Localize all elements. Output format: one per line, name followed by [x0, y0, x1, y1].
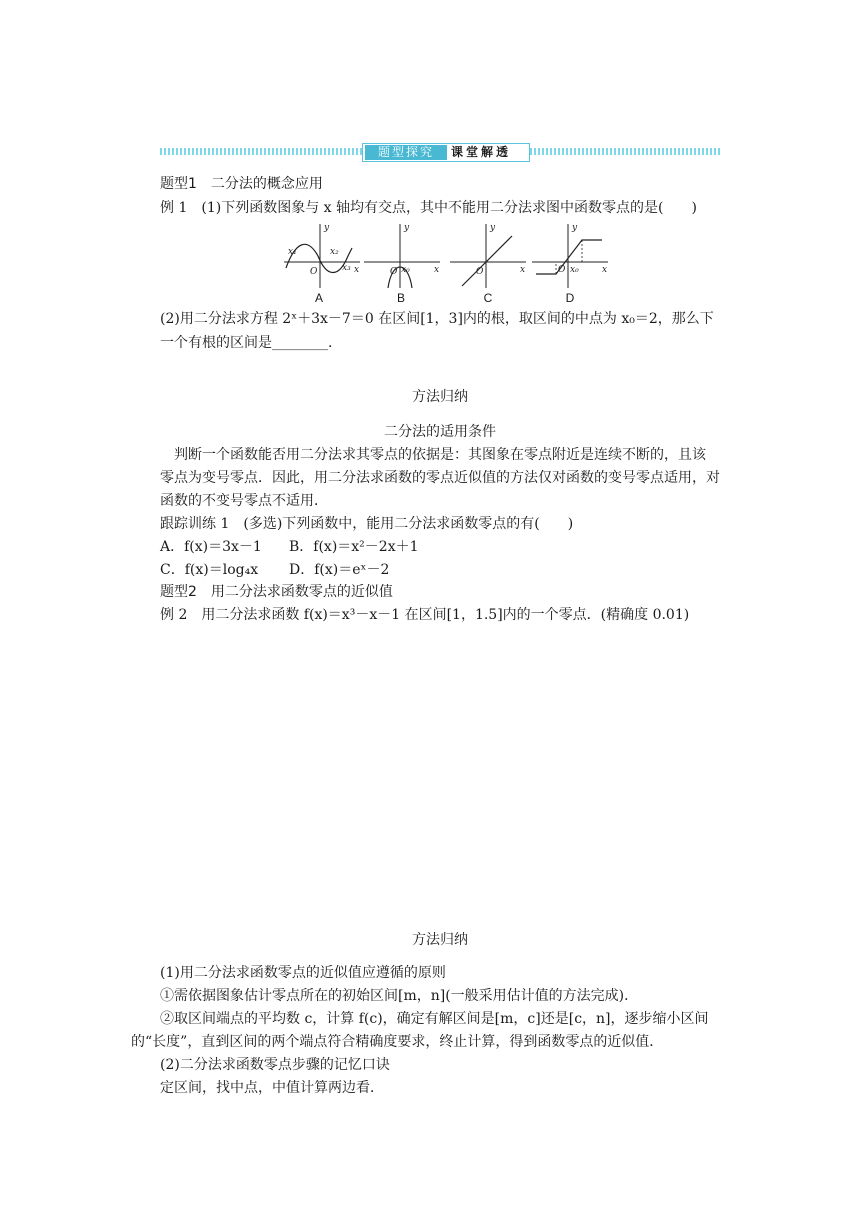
method1-title: 方法归纳 [412, 389, 468, 405]
svg-text:x₃: x₃ [342, 263, 351, 273]
method1-subtitle: 二分法的适用条件 [384, 424, 496, 440]
svg-text:y: y [404, 223, 410, 233]
section-banner [362, 143, 530, 162]
method2-line: ②取区间端点的平均数 c，计算 f(c)，确定有解区间是[m，c]还是[c，n]，逐步缩小区间 [160, 1011, 709, 1027]
svg-text:x: x [354, 265, 360, 275]
svg-text:x₀: x₀ [401, 265, 410, 275]
graph-option-b [362, 220, 442, 290]
graph-label-b: B [396, 291, 405, 305]
graph-label-a: A [314, 291, 323, 305]
training1-option-d: D．f(x)＝eˣ－2 [289, 562, 390, 578]
method1-line: 零点为变号零点．因此，用二分法求函数的零点近似值的方法仅对函数的变号零点适用，对 [160, 470, 720, 486]
method2-line: (2)二分法求函数零点步骤的记忆口诀 [160, 1057, 390, 1073]
training1-option-a: A．f(x)＝3x－1 [160, 539, 262, 555]
svg-text:O: O [476, 267, 484, 277]
svg-text:x₁: x₁ [288, 247, 297, 257]
svg-text:x: x [602, 265, 608, 275]
example1-question: 例 1 (1)下列函数图象与 x 轴均有交点，其中不能用二分法求图中函数零点的是( ) [160, 200, 697, 216]
graph-option-a [282, 220, 362, 290]
graph-label-c: C [483, 291, 493, 305]
training1-option-c: C．f(x)＝log₄x [160, 562, 259, 578]
method2-title: 方法归纳 [412, 932, 468, 948]
svg-text:x: x [434, 265, 440, 275]
svg-text:O: O [390, 267, 398, 277]
banner-tag: 题型探究 [365, 145, 447, 160]
method2-line: 的“长度”，直到区间的两个端点符合精确度要求，终止计算，得到函数零点的近似值． [131, 1034, 664, 1050]
svg-text:y: y [490, 223, 496, 233]
training1-option-b: B．f(x)＝x²－2x＋1 [289, 539, 419, 555]
banner-stripe-left [160, 148, 362, 155]
method2-line: 定区间，找中点，中值计算两边看． [160, 1080, 384, 1096]
banner-text: 课堂解透 [451, 145, 512, 159]
method1-line: 函数的不变号零点不适用． [160, 493, 328, 509]
type2-heading: 题型2 用二分法求函数零点的近似值 [160, 584, 393, 600]
graph-label-d: D [565, 291, 575, 305]
method1-line: 判断一个函数能否用二分法求其零点的依据是：其图象在零点附近是连续不断的，且该 [174, 447, 706, 463]
method2-line: ①需依据图象估计零点所在的初始区间[m，n](一般采用估计值的方法完成)． [160, 988, 639, 1004]
example2-question: 例 2 用二分法求函数 f(x)＝x³－x－1 在区间[1，1.5]内的一个零点．(精确度 0.01) [160, 607, 690, 623]
training1-stem: 跟踪训练 1 (多选)下列函数中，能用二分法求函数零点的有( ) [160, 516, 574, 532]
example1-part2-line1: (2)用二分法求方程 2ˣ＋3x－7＝0 在区间[1，3]内的根，取区间的中点为 x₀＝2，那么下 [160, 311, 714, 327]
method2-line: (1)用二分法求函数零点的近似值应遵循的原则 [160, 965, 446, 981]
graph-option-c [448, 220, 528, 290]
example1-part2-line2: 一个有根的区间是________. [160, 335, 333, 351]
svg-text:O: O [558, 265, 566, 275]
banner-stripe-right [530, 148, 722, 155]
svg-text:x₀: x₀ [570, 265, 579, 275]
svg-text:x₂: x₂ [330, 247, 339, 257]
type1-heading: 题型1 二分法的概念应用 [160, 176, 323, 192]
svg-text:O: O [310, 267, 318, 277]
svg-text:x: x [520, 265, 526, 275]
graph-option-d [530, 220, 610, 290]
svg-text:y: y [572, 223, 578, 233]
svg-text:y: y [324, 223, 330, 233]
